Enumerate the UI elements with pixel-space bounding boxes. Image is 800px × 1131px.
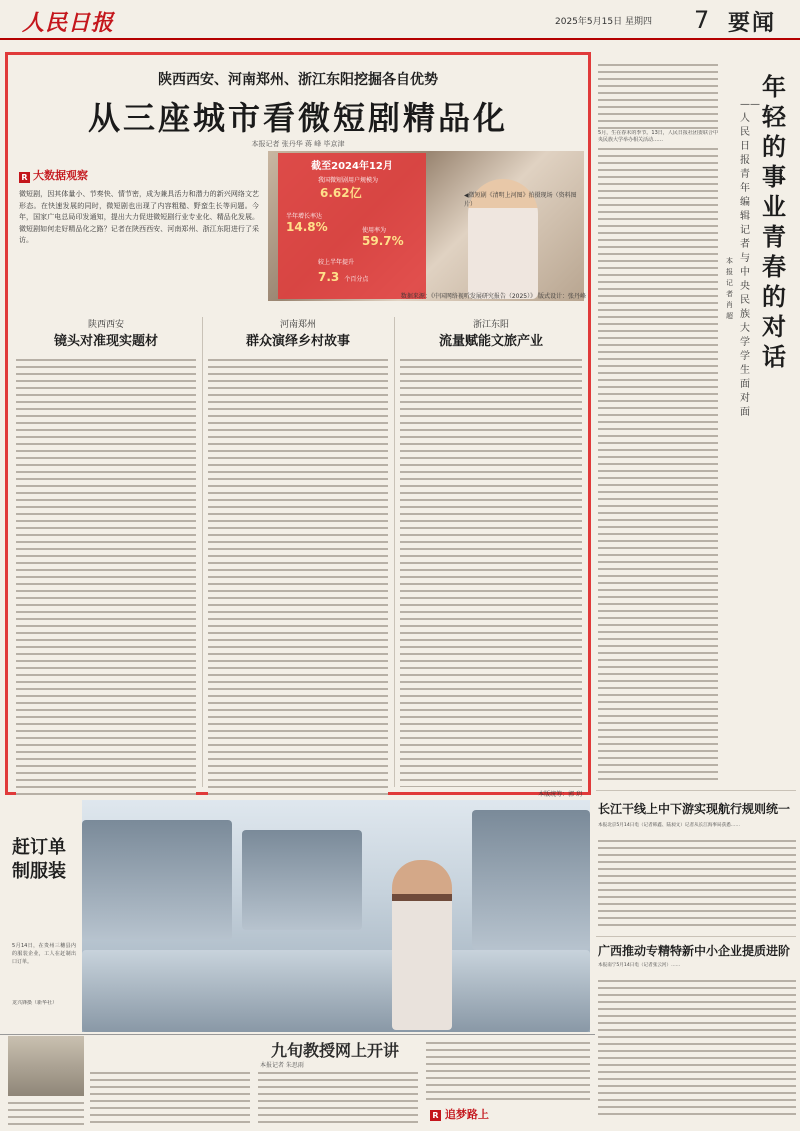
- news-body-yangtze: [598, 838, 796, 930]
- feature-tag: [19, 167, 88, 183]
- photo-caption: ◀微短剧《清明上河图》拍摄现场（资料图片）: [464, 192, 577, 208]
- sewing-machine: [242, 830, 362, 930]
- bottom-col-2: [258, 1070, 418, 1128]
- bottom-headline: 九旬教授网上开讲: [270, 1041, 399, 1060]
- stat-rise-value: 7.3: [318, 270, 340, 284]
- factory-photo: [82, 800, 590, 1032]
- column-banner: [430, 1106, 489, 1122]
- stat-users-value: 6.62亿: [320, 186, 362, 200]
- author-credit: 本版统筹：郭 玥: [538, 791, 582, 798]
- photo-caption: 5月14日，在贵州三穗县内的服装企业，工人在赶制出口订单。: [12, 943, 76, 965]
- photo-credit: 龙兴锋摄（新华社）: [12, 1000, 58, 1006]
- sidebar-subtitle: ——人民日报青年编辑记者与中央民族大学学生面对面: [740, 99, 760, 418]
- shooting-photo: [268, 151, 584, 301]
- news-title-guangxi: 广西推动专精特新中小企业提质进阶: [598, 944, 791, 958]
- stat-rise-label: 较上半年提升: [318, 259, 355, 266]
- stat-usage-label: 使用率为: [362, 227, 387, 234]
- sidebar-author: 本报记者 肖 超: [726, 257, 733, 320]
- sidebar-divider: [596, 790, 796, 791]
- feature-headline: 从三座城市看微短剧精品化: [87, 99, 508, 137]
- column-title: 镜头对准现实题材: [53, 334, 158, 349]
- column-body: [208, 357, 388, 797]
- bottom-caption: [8, 1100, 84, 1128]
- bottom-byline: 本报记者 朱思雨: [260, 1062, 304, 1069]
- stats-panel: [278, 153, 426, 299]
- stat-users-label: 我国微短剧用户规模为: [318, 177, 379, 184]
- news-lead-guangxi: 本报南宁5月14日电（记者张云河）……: [598, 963, 681, 968]
- section-name: 要闻: [728, 10, 777, 36]
- feature-intro: 微短剧，因其体量小、节奏快、情节密，成为兼具活力和潜力的新兴网络文艺形态。在快速发展的同时，微短剧也出现了内容粗糙、野蛮生长等问题。今年，国家广电总局印发通知，提出大力促进微短剧行业专业化、精品化发展。微短剧如何走好精品化之路？记者在陕西西安、河南郑州、浙江东阳进行了采访。: [19, 190, 259, 244]
- feature-subhead: 陕西西安、河南郑州、浙江东阳挖掘各自优势: [158, 72, 438, 88]
- sewing-machine: [472, 810, 590, 950]
- bottom-col-3: [426, 1040, 590, 1100]
- column-kicker: 浙江东阳: [472, 320, 509, 330]
- sidebar-body: [598, 62, 718, 782]
- masthead-rule: [0, 38, 800, 40]
- bottom-col-1: [90, 1070, 250, 1128]
- sidebar-paragraph: 5月，生在春末的季节。13日，人民日报社团委联合中央民族大学举办相关活动……: [598, 130, 718, 143]
- workbench: [82, 950, 590, 1032]
- newspaper-logo: 人民日报: [22, 10, 115, 36]
- professor-photo: [8, 1036, 84, 1096]
- data-source: 数据来源：《中国网络视听发展研究报告（2025）》 版式设计：张丹峰: [400, 293, 586, 300]
- feature-byline: 本报记者 张丹华 蒋 峰 毕京津: [251, 140, 345, 148]
- stat-rise: [318, 266, 368, 285]
- news-lead-yangtze: 本报北京5月14日电（记者韩鑫、陆昶文）记者从长江海事局获悉……: [598, 823, 740, 828]
- tag-label: 大数据观察: [33, 169, 88, 182]
- news-divider: [596, 936, 796, 937]
- stat-rise-unit: 个百分点: [344, 276, 369, 283]
- stat-growth-value: 14.8%: [286, 220, 328, 234]
- column-xian: [16, 317, 196, 797]
- page-number: 7: [694, 6, 710, 34]
- column-title: 群众演绎乡村故事: [245, 334, 350, 349]
- photo-vertical-title: 赶订单 制服装: [12, 837, 66, 882]
- column-body: [400, 357, 582, 787]
- sidebar-title: 年轻的事业 青春的对话: [762, 72, 786, 371]
- news-title-yangtze: 长江干线上中下游实现航行规则统一: [598, 802, 791, 816]
- column-kicker: 陕西西安: [87, 320, 124, 330]
- stats-title: 截至2024年12月: [311, 161, 393, 172]
- banner-label: 追梦路上: [444, 1108, 489, 1121]
- bottom-rule: [0, 1034, 595, 1035]
- banner-icon: R: [430, 1110, 441, 1121]
- column-body: [16, 357, 196, 797]
- column-dongyang: [400, 317, 582, 798]
- column-divider: [202, 317, 203, 787]
- stat-usage-value: 59.7%: [362, 234, 404, 248]
- column-title: 流量赋能文旅产业: [438, 334, 543, 349]
- tag-icon: R: [19, 172, 30, 183]
- issue-date: 2025年5月15日 星期四: [555, 17, 652, 27]
- feature-box: [5, 52, 591, 798]
- sewing-machine: [82, 820, 232, 940]
- column-kicker: 河南郑州: [279, 320, 316, 330]
- column-zhengzhou: [208, 317, 388, 797]
- news-body-guangxi: [598, 978, 796, 1118]
- worker-figure: [392, 860, 452, 1030]
- column-divider: [394, 317, 395, 787]
- stat-growth-label: 半年增长率达: [286, 213, 323, 220]
